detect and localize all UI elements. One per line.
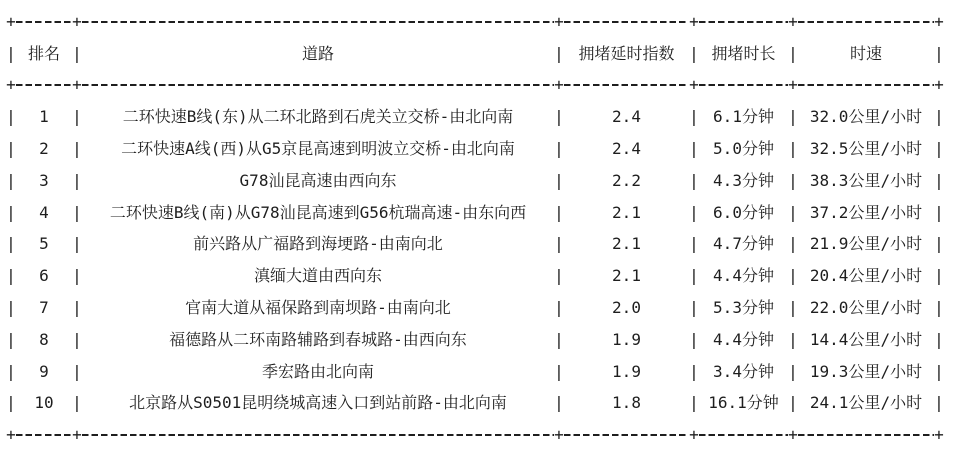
cell-divider bbox=[72, 268, 82, 284]
corner-glyph bbox=[72, 14, 82, 30]
speed-cell: 24.1公里/小时 bbox=[809, 393, 923, 413]
corner-glyph bbox=[554, 427, 564, 443]
speed-cell: 22.0公里/小时 bbox=[809, 298, 923, 318]
cell-divider bbox=[934, 173, 944, 189]
cell-divider bbox=[934, 300, 944, 316]
corner-glyph bbox=[6, 77, 16, 93]
cell-divider bbox=[554, 395, 564, 411]
cell-divider bbox=[554, 46, 564, 62]
corner-glyph bbox=[689, 14, 699, 30]
speed-cell: 38.3公里/小时 bbox=[809, 170, 923, 190]
table-row bbox=[6, 292, 944, 324]
border-segment bbox=[798, 419, 934, 451]
table-row bbox=[6, 260, 944, 292]
index-cell: 2.4 bbox=[612, 107, 641, 127]
rank-cell: 6 bbox=[39, 266, 49, 286]
corner-glyph bbox=[934, 14, 944, 30]
cell-divider bbox=[689, 364, 699, 380]
cell-divider bbox=[689, 173, 699, 189]
header-rank: 排名 bbox=[27, 43, 60, 63]
table-row bbox=[6, 197, 944, 229]
speed-cell: 32.0公里/小时 bbox=[809, 107, 923, 127]
cell-divider bbox=[934, 268, 944, 284]
cell-divider bbox=[6, 236, 16, 252]
corner-glyph bbox=[788, 77, 798, 93]
cell-divider bbox=[689, 109, 699, 125]
road-cell: G78汕昆高速由西向东 bbox=[239, 170, 397, 190]
table-row bbox=[6, 356, 944, 388]
congestion-ranking-table bbox=[6, 6, 944, 451]
table-row bbox=[6, 388, 944, 420]
duration-cell: 4.4分钟 bbox=[713, 329, 774, 349]
table-row bbox=[6, 133, 944, 165]
duration-cell: 16.1分钟 bbox=[708, 393, 779, 413]
cell-divider bbox=[689, 395, 699, 411]
cell-divider bbox=[554, 332, 564, 348]
cell-divider bbox=[934, 236, 944, 252]
border-segment bbox=[82, 419, 554, 451]
cell-divider bbox=[689, 141, 699, 157]
cell-divider bbox=[72, 300, 82, 316]
border-segment bbox=[699, 70, 788, 102]
cell-divider bbox=[6, 141, 16, 157]
border-segment bbox=[564, 70, 689, 102]
road-cell: 福德路从二环南路辅路到春城路-由西向东 bbox=[169, 329, 467, 349]
cell-divider bbox=[934, 364, 944, 380]
table-header-row bbox=[6, 38, 944, 70]
cell-divider bbox=[6, 332, 16, 348]
corner-glyph bbox=[72, 427, 82, 443]
header-speed: 时速 bbox=[849, 43, 882, 63]
index-cell: 1.9 bbox=[612, 361, 641, 381]
cell-divider bbox=[554, 364, 564, 380]
corner-glyph bbox=[72, 77, 82, 93]
cell-divider bbox=[72, 173, 82, 189]
road-cell: 滇缅大道由西向东 bbox=[253, 266, 382, 286]
border-segment bbox=[798, 70, 934, 102]
corner-glyph bbox=[554, 14, 564, 30]
header-road: 道路 bbox=[301, 43, 334, 63]
rank-cell: 1 bbox=[39, 107, 49, 127]
cell-divider bbox=[6, 395, 16, 411]
cell-divider bbox=[554, 141, 564, 157]
rank-cell: 5 bbox=[39, 234, 49, 254]
cell-divider bbox=[72, 395, 82, 411]
cell-divider bbox=[689, 205, 699, 221]
cell-divider bbox=[72, 46, 82, 62]
header-index: 拥堵延时指数 bbox=[578, 43, 675, 63]
cell-divider bbox=[554, 173, 564, 189]
cell-divider bbox=[6, 364, 16, 380]
cell-divider bbox=[788, 205, 798, 221]
cell-divider bbox=[934, 141, 944, 157]
corner-glyph bbox=[689, 77, 699, 93]
cell-divider bbox=[554, 300, 564, 316]
rank-cell: 4 bbox=[39, 202, 49, 222]
corner-glyph bbox=[689, 427, 699, 443]
cell-divider bbox=[788, 300, 798, 316]
cell-divider bbox=[788, 173, 798, 189]
speed-cell: 37.2公里/小时 bbox=[809, 202, 923, 222]
table-border-bottom bbox=[6, 419, 944, 451]
rank-cell: 10 bbox=[34, 393, 54, 413]
duration-cell: 3.4分钟 bbox=[713, 361, 774, 381]
cell-divider bbox=[788, 141, 798, 157]
index-cell: 1.8 bbox=[612, 393, 641, 413]
border-segment bbox=[82, 6, 554, 38]
road-cell: 前兴路从广福路到海埂路-由南向北 bbox=[193, 234, 443, 254]
road-cell: 北京路从S0501昆明绕城高速入口到站前路-由北向南 bbox=[129, 393, 507, 413]
rank-cell: 2 bbox=[39, 139, 49, 159]
duration-cell: 5.0分钟 bbox=[713, 139, 774, 159]
cell-divider bbox=[788, 395, 798, 411]
duration-cell: 4.7分钟 bbox=[713, 234, 774, 254]
table-row bbox=[6, 324, 944, 356]
cell-divider bbox=[554, 268, 564, 284]
duration-cell: 5.3分钟 bbox=[713, 298, 774, 318]
road-cell: 季宏路由北向南 bbox=[261, 361, 374, 381]
corner-glyph bbox=[6, 427, 16, 443]
corner-glyph bbox=[934, 77, 944, 93]
border-segment bbox=[16, 6, 72, 38]
cell-divider bbox=[554, 205, 564, 221]
cell-divider bbox=[788, 268, 798, 284]
cell-divider bbox=[72, 205, 82, 221]
cell-divider bbox=[934, 109, 944, 125]
duration-cell: 6.0分钟 bbox=[713, 202, 774, 222]
cell-divider bbox=[788, 46, 798, 62]
speed-cell: 14.4公里/小时 bbox=[809, 329, 923, 349]
cell-divider bbox=[689, 268, 699, 284]
cell-divider bbox=[72, 109, 82, 125]
corner-glyph bbox=[788, 427, 798, 443]
cell-divider bbox=[788, 109, 798, 125]
index-cell: 1.9 bbox=[612, 329, 641, 349]
cell-divider bbox=[6, 109, 16, 125]
border-segment bbox=[699, 419, 788, 451]
cell-divider bbox=[6, 173, 16, 189]
speed-cell: 20.4公里/小时 bbox=[809, 266, 923, 286]
index-cell: 2.0 bbox=[612, 298, 641, 318]
corner-glyph bbox=[934, 427, 944, 443]
border-segment bbox=[564, 6, 689, 38]
cell-divider bbox=[788, 332, 798, 348]
cell-divider bbox=[788, 236, 798, 252]
speed-cell: 21.9公里/小时 bbox=[809, 234, 923, 254]
cell-divider bbox=[6, 300, 16, 316]
cell-divider bbox=[689, 236, 699, 252]
cell-divider bbox=[788, 364, 798, 380]
cell-divider bbox=[934, 332, 944, 348]
cell-divider bbox=[6, 268, 16, 284]
cell-divider bbox=[689, 332, 699, 348]
index-cell: 2.1 bbox=[612, 202, 641, 222]
border-segment bbox=[82, 70, 554, 102]
border-segment bbox=[16, 419, 72, 451]
cell-divider bbox=[72, 236, 82, 252]
cell-divider bbox=[72, 332, 82, 348]
cell-divider bbox=[934, 205, 944, 221]
index-cell: 2.1 bbox=[612, 234, 641, 254]
cell-divider bbox=[554, 236, 564, 252]
rank-cell: 7 bbox=[39, 298, 49, 318]
table-row bbox=[6, 165, 944, 197]
cell-divider bbox=[554, 109, 564, 125]
rank-cell: 8 bbox=[39, 329, 49, 349]
duration-cell: 4.4分钟 bbox=[713, 266, 774, 286]
table-row bbox=[6, 229, 944, 261]
border-segment bbox=[16, 70, 72, 102]
road-cell: 二环快速B线(东)从二环北路到石虎关立交桥-由北向南 bbox=[122, 107, 514, 127]
cell-divider bbox=[689, 46, 699, 62]
rank-cell: 3 bbox=[39, 170, 49, 190]
table-header-separator bbox=[6, 70, 944, 102]
index-cell: 2.2 bbox=[612, 170, 641, 190]
cell-divider bbox=[934, 46, 944, 62]
rank-cell: 9 bbox=[39, 361, 49, 381]
road-cell: 二环快速A线(西)从G5京昆高速到明波立交桥-由北向南 bbox=[121, 139, 515, 159]
duration-cell: 6.1分钟 bbox=[713, 107, 774, 127]
corner-glyph bbox=[788, 14, 798, 30]
corner-glyph bbox=[6, 14, 16, 30]
road-cell: 二环快速B线(南)从G78汕昆高速到G56杭瑞高速-由东向西 bbox=[109, 202, 527, 222]
border-segment bbox=[798, 6, 934, 38]
index-cell: 2.1 bbox=[612, 266, 641, 286]
cell-divider bbox=[72, 364, 82, 380]
speed-cell: 19.3公里/小时 bbox=[809, 361, 923, 381]
duration-cell: 4.3分钟 bbox=[713, 170, 774, 190]
border-segment bbox=[564, 419, 689, 451]
cell-divider bbox=[6, 205, 16, 221]
cell-divider bbox=[689, 300, 699, 316]
header-duration: 拥堵时长 bbox=[711, 43, 776, 63]
speed-cell: 32.5公里/小时 bbox=[809, 139, 923, 159]
border-segment bbox=[699, 6, 788, 38]
cell-divider bbox=[72, 141, 82, 157]
cell-divider bbox=[934, 395, 944, 411]
cell-divider bbox=[6, 46, 16, 62]
index-cell: 2.4 bbox=[612, 139, 641, 159]
corner-glyph bbox=[554, 77, 564, 93]
road-cell: 官南大道从福保路到南坝路-由南向北 bbox=[185, 298, 451, 318]
table-border-top bbox=[6, 6, 944, 38]
table-row bbox=[6, 101, 944, 133]
